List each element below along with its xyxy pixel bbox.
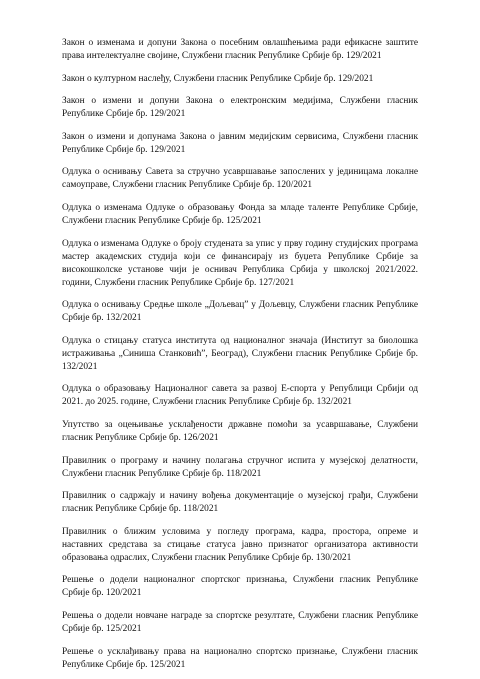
- list-item: Одлука о изменама Одлуке о броју студената за упис у прву годину студијских програма мастер академских студија који се финансирају из буџета Републике Србије за високошколске установе чији је оснивач Република Србија у школској 2021/2022. години, Службени гласник Републике Србије бр. 127/2021: [62, 238, 418, 288]
- list-item: Одлука о стицању статуса института од националног значаја (Институт за биолошка истраживања „Синиша Станковић”, Београд), Службени гласник Републике Србије бр. 132/2021: [62, 335, 418, 372]
- list-item: Закон о изменама и допуни Закона о посебним овлашћењима ради ефикасне заштите права интелектуалне својине, Службени гласник Републике Србије бр. 129/2021: [62, 38, 418, 61]
- list-item: Одлука о изменама Одлуке о образовању Фонда за младе таленте Републике Србије, Службени гласник Републике Србије бр. 125/2021: [62, 202, 418, 226]
- list-item: Упутство за оцењивање усклађености државне помоћи за усавршавање, Службени гласник Републике Србије бр. 126/2021: [62, 419, 418, 443]
- list-item: Закон о културном наслеђу, Службени гласник Републике Србије бр. 129/2021: [62, 73, 374, 84]
- list-item: Одлука о оснивању Средње школе „Дољевац” у Дољевцу, Службени гласник Републике Србије бр. 132/2021: [62, 300, 418, 324]
- list-item: Правилник о програму и начину полагања стручног испита у музејској делатности, Службени гласник Републике Србије бр. 118/2021: [62, 455, 418, 479]
- list-item: Решење о додели националног спортског признања, Службени гласник Републике Србије бр. 120/2021: [62, 575, 418, 599]
- list-item: Одлука о образовању Националног савета за развој Е-спорта у Републици Србији од 2021. до 2025. године, Службени гласник Републике Србије бр. 132/2021: [62, 384, 418, 408]
- list-item: Закон о измени и допунама Закона о јавним медијским сервисима, Службени гласник Републике Србије бр. 129/2021: [62, 131, 418, 155]
- list-item: Правилник о садржају и начину вођења документације о музејској грађи, Службени гласник Републике Србије бр. 118/2021: [62, 491, 418, 515]
- list-item: Закон о измени и допуни Закона о електронским медијима, Службени гласник Републике Србије бр. 129/2021: [62, 96, 418, 120]
- list-item: Одлука о оснивању Савета за стручно усавршавање запослених у јединицама локалне самоуправе, Службени гласник Републике Србије бр. 120/2021: [62, 167, 418, 191]
- list-item: Правилник о ближим условима у погледу програма, кадра, простора, опреме и наставних средстава за стицање статуса јавно признатог организатора активности образовања одраслих, Службени гласник Републике Србије бр. 130/2021: [62, 526, 418, 563]
- list-item: Решења о додели новчане награде за спортске резултате, Службени гласник Републике Србије бр. 125/2021: [62, 610, 418, 634]
- list-item: Решење о усклађивању права на национално спортско признање, Службени гласник Републике Србије бр. 125/2021: [62, 646, 418, 670]
